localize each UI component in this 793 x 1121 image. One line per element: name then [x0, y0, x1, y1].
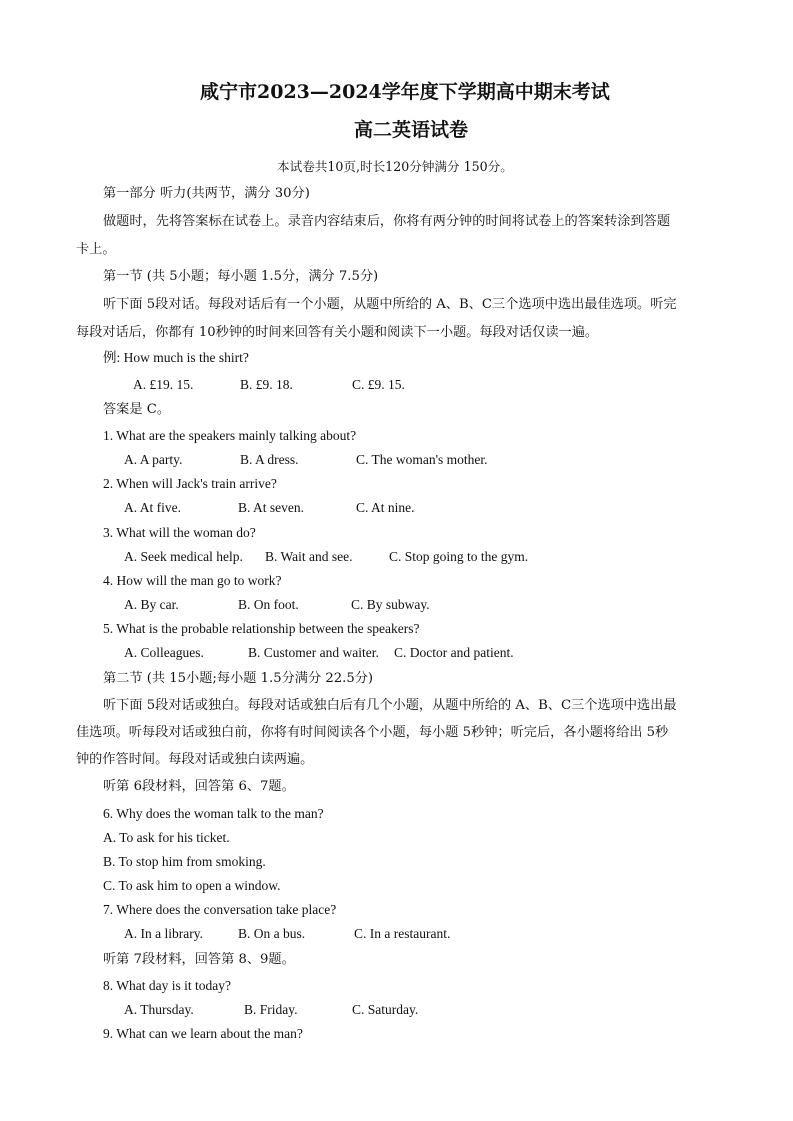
material-7-heading: 听第 7段材料，回答第 8、9题。 [103, 952, 295, 967]
example-option-b: B. £9. 18. [240, 377, 293, 392]
q1-option-c: C. The woman's mother. [356, 452, 488, 467]
question-1: 1. What are the speakers mainly talking about? [103, 428, 357, 443]
question-8: 8. What day is it today? [103, 978, 231, 993]
q7-option-a: A. In a library. [124, 926, 203, 941]
part1-instruction-line2: 卡上。 [76, 242, 116, 257]
material-6-heading: 听第 6段材料，回答第 6、7题。 [103, 779, 295, 794]
q5-option-a: A. Colleagues. [124, 645, 204, 660]
section1-instruction-line1: 听下面 5段对话。每段对话后有一个小题，从题中所给的 A、B、C三个选项中选出最佳选项。听完 [103, 297, 677, 312]
q4-option-a: A. By car. [124, 597, 179, 612]
q2-option-b: B. At seven. [238, 500, 304, 515]
question-7: 7. Where does the conversation take place? [103, 902, 337, 917]
section2-instruction-line2: 佳选项。听每段对话或独白前，你将有时间阅读各个小题，每小题 5秒钟；听完后，各小题将给出 5秒 [76, 725, 669, 740]
example-answer: 答案是 C。 [103, 402, 171, 417]
exam-info: 本试卷共10页,时长120分钟满分 150分。 [277, 159, 513, 174]
exam-title: 咸宁市2023—2024学年度下学期高中期末考试 [200, 81, 610, 103]
q7-option-c: C. In a restaurant. [354, 926, 451, 941]
section2-instruction-line1: 听下面 5段对话或独白。每段对话或独白后有几个小题，从题中所给的 A、B、C三个选项中选出最 [103, 698, 677, 713]
question-4: 4. How will the man go to work? [103, 573, 282, 588]
q5-option-c: C. Doctor and patient. [394, 645, 514, 660]
q2-option-c: C. At nine. [356, 500, 415, 515]
q8-option-a: A. Thursday. [124, 1002, 194, 1017]
q7-option-b: B. On a bus. [238, 926, 306, 941]
q6-option-c: C. To ask him to open a window. [103, 878, 281, 893]
question-2: 2. When will Jack's train arrive? [103, 476, 277, 491]
q6-option-b: B. To stop him from smoking. [103, 854, 266, 869]
q6-option-a: A. To ask for his ticket. [103, 830, 230, 845]
q2-option-a: A. At five. [124, 500, 181, 515]
q1-option-a: A. A party. [124, 452, 183, 467]
q3-option-a: A. Seek medical help. [124, 549, 243, 564]
part1-instruction-line1: 做题时，先将答案标在试卷上。录音内容结束后，你将有两分钟的时间将试卷上的答案转涂到答题 [103, 214, 671, 229]
q3-option-b: B. Wait and see. [265, 549, 353, 564]
example-question: 例: How much is the shirt? [103, 350, 249, 365]
question-9: 9. What can we learn about the man? [103, 1026, 303, 1041]
example-option-a: A. £19. 15. [133, 377, 194, 392]
q1-option-b: B. A dress. [240, 452, 299, 467]
exam-subtitle: 高二英语试卷 [354, 119, 469, 141]
question-3: 3. What will the woman do? [103, 525, 256, 540]
section1-heading: 第一节 (共 5小题；每小题 1.5分，满分 7.5分) [103, 269, 379, 284]
q8-option-c: C. Saturday. [352, 1002, 419, 1017]
example-option-c: C. £9. 15. [352, 377, 405, 392]
q4-option-c: C. By subway. [351, 597, 430, 612]
question-5: 5. What is the probable relationship between the speakers? [103, 621, 420, 636]
part1-heading: 第一部分 听力(共两节，满分 30分) [103, 186, 310, 201]
question-6: 6. Why does the woman talk to the man? [103, 806, 324, 821]
q8-option-b: B. Friday. [244, 1002, 298, 1017]
section1-instruction-line2: 每段对话后，你都有 10秒钟的时间来回答有关小题和阅读下一小题。每段对话仅读一遍。 [76, 325, 599, 340]
section2-instruction-line3: 钟的作答时间。每段对话或独白读两遍。 [76, 752, 314, 767]
q4-option-b: B. On foot. [238, 597, 299, 612]
section2-heading: 第二节 (共 15小题;每小题 1.5分满分 22.5分) [103, 671, 374, 686]
q3-option-c: C. Stop going to the gym. [389, 549, 529, 564]
q5-option-b: B. Customer and waiter. [248, 645, 379, 660]
